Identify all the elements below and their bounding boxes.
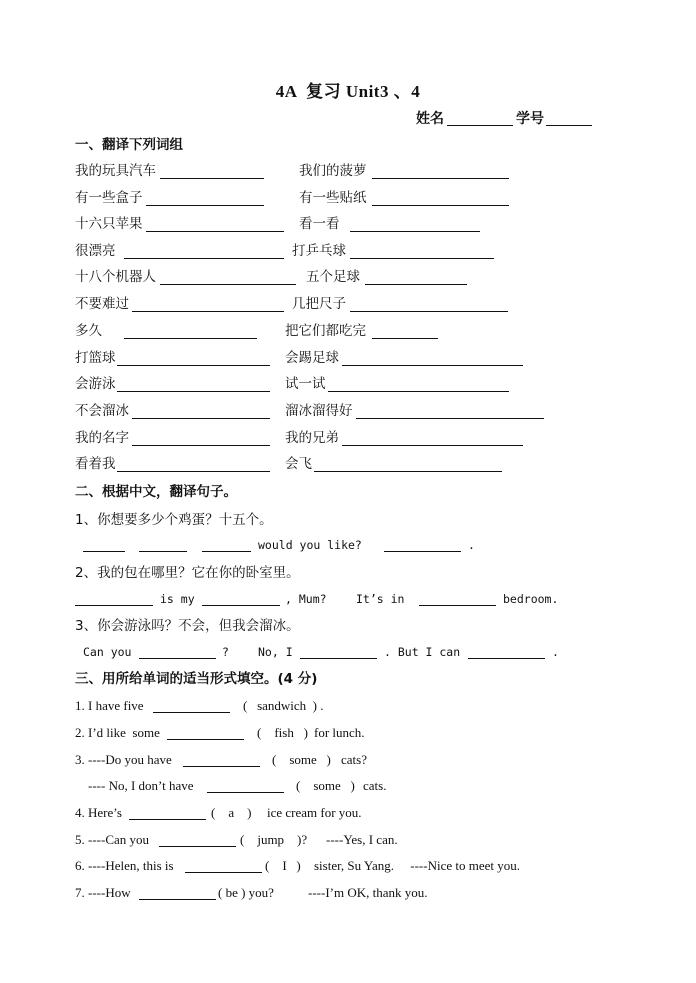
answer-blank[interactable]: [350, 258, 494, 259]
fill-item-post: for lunch.: [314, 725, 365, 740]
question-3-prompt: 3、你会游泳吗？不会，但我会溜冰。: [75, 618, 300, 634]
answer-blank[interactable]: [350, 311, 508, 312]
phrase-item: 会踢足球: [285, 350, 339, 366]
fill-item-pre: 6. ----Helen, this is: [75, 858, 174, 873]
answer-blank[interactable]: [183, 766, 260, 767]
answer-blank[interactable]: [117, 471, 270, 472]
fill-item-hint: ( fish ): [257, 725, 308, 740]
phrase-item: 有一些盒子: [75, 190, 143, 206]
phrase-item: 打篮球: [75, 350, 116, 366]
answer-blank[interactable]: [117, 391, 270, 392]
phrase-item: 溜冰溜得好: [285, 403, 353, 419]
fill-item-hint: ( a ): [211, 805, 252, 820]
fill-item-hint: ( sandwich ) .: [243, 698, 324, 713]
fill-item-post: ice cream for you.: [267, 805, 362, 820]
answer-blank[interactable]: [146, 231, 284, 232]
question-3-text-c: No, I: [258, 645, 293, 659]
question-2-text-c: It’s in: [356, 592, 405, 606]
phrase-item: 我的玩具汽车: [75, 163, 156, 179]
page-title: 4A 复习 Unit3 、4: [275, 82, 421, 101]
phrase-item: 几把尺子: [292, 296, 346, 312]
section2-heading: 二、根据中文，翻译句子。: [75, 484, 237, 500]
phrase-item: 我的名字: [75, 430, 129, 446]
fill-item-post: cats?: [341, 752, 367, 767]
question-1-prompt: 1、你想要多少个鸡蛋？十五个。: [75, 512, 273, 528]
question-2-text-a: is my: [160, 592, 195, 606]
fill-item-pre: 2. I’d like some: [75, 725, 160, 740]
answer-blank[interactable]: [146, 205, 264, 206]
question-3-text-a: Can you: [83, 645, 132, 659]
phrase-item: 会游泳: [75, 376, 116, 392]
answer-blank[interactable]: [117, 365, 270, 366]
question-2-prompt: 2、我的包在哪里？它在你的卧室里。: [75, 565, 300, 581]
fill-item-post: cats.: [363, 778, 387, 793]
answer-blank[interactable]: [83, 551, 125, 552]
fill-item-pre: 1. I have five: [75, 698, 144, 713]
phrase-item: 不要难过: [75, 296, 129, 312]
fill-item-hint: ( some ): [296, 778, 355, 793]
answer-blank[interactable]: [372, 338, 438, 339]
answer-blank[interactable]: [202, 605, 280, 606]
answer-blank[interactable]: [139, 658, 216, 659]
phrase-item: 看着我: [75, 456, 116, 472]
question-2-text-d: bedroom.: [503, 592, 559, 606]
answer-blank[interactable]: [167, 739, 244, 740]
fill-item-hint: ( be ) you?: [218, 885, 274, 900]
question-1-end: .: [468, 538, 475, 552]
phrase-item: 把它们都吃完: [285, 323, 366, 339]
section3-heading: 三、用所给单词的适当形式填空。(4 分): [75, 671, 318, 687]
answer-blank[interactable]: [139, 551, 187, 552]
answer-blank[interactable]: [328, 391, 509, 392]
question-3-text-e: .: [552, 645, 559, 659]
fill-item-hint: ( I ): [265, 858, 301, 873]
answer-blank[interactable]: [202, 551, 251, 552]
fill-item-pre: 4. Here’s: [75, 805, 122, 820]
student-id-label: 学号: [516, 111, 544, 127]
answer-blank[interactable]: [207, 792, 284, 793]
answer-blank[interactable]: [132, 311, 284, 312]
answer-blank[interactable]: [384, 551, 461, 552]
phrase-item: 十六只苹果: [75, 216, 143, 232]
phrase-item: 试一试: [285, 376, 326, 392]
answer-blank[interactable]: [468, 658, 545, 659]
answer-blank[interactable]: [356, 418, 544, 419]
answer-blank[interactable]: [419, 605, 496, 606]
phrase-item: 我的兄弟: [285, 430, 339, 446]
phrase-item: 有一些贴纸: [299, 190, 367, 206]
question-2-text-b: , Mum?: [285, 592, 327, 606]
answer-blank[interactable]: [139, 899, 216, 900]
phrase-item: 看一看: [299, 216, 340, 232]
fill-item-post: ----Yes, I can.: [326, 832, 398, 847]
fill-item-pre: ---- No, I don’t have: [75, 778, 194, 793]
answer-blank[interactable]: [314, 471, 502, 472]
question-1-text: would you like?: [258, 538, 362, 552]
fill-item-pre: 3. ----Do you have: [75, 752, 172, 767]
answer-blank[interactable]: [342, 445, 523, 446]
answer-blank[interactable]: [365, 284, 467, 285]
answer-blank[interactable]: [372, 205, 509, 206]
fill-item-post: ----I’m OK, thank you.: [308, 885, 428, 900]
answer-blank[interactable]: [372, 178, 509, 179]
answer-blank[interactable]: [124, 258, 284, 259]
phrase-item: 很漂亮: [75, 243, 116, 259]
phrase-item: 我们的菠萝: [299, 163, 367, 179]
student-id-blank[interactable]: [546, 125, 592, 126]
answer-blank[interactable]: [153, 712, 230, 713]
answer-blank[interactable]: [342, 365, 523, 366]
phrase-item: 打乒乓球: [292, 243, 346, 259]
fill-item-pre: 7. ----How: [75, 885, 131, 900]
question-3-text-d: . But I can: [384, 645, 461, 659]
answer-blank[interactable]: [185, 872, 262, 873]
answer-blank[interactable]: [75, 605, 153, 606]
fill-item-hint: ( some ): [272, 752, 331, 767]
answer-blank[interactable]: [132, 418, 270, 419]
phrase-item: 五个足球: [306, 269, 360, 285]
phrase-item: 会飞: [285, 456, 312, 472]
answer-blank[interactable]: [350, 231, 480, 232]
answer-blank[interactable]: [160, 178, 264, 179]
answer-blank[interactable]: [124, 338, 257, 339]
answer-blank[interactable]: [129, 819, 206, 820]
fill-item-post: sister, Su Yang. ----Nice to meet you.: [314, 858, 521, 873]
phrase-item: 多久: [75, 323, 102, 339]
answer-blank[interactable]: [159, 846, 236, 847]
answer-blank[interactable]: [300, 658, 377, 659]
name-blank[interactable]: [447, 125, 513, 126]
question-3-text-b: ?: [222, 645, 229, 659]
fill-item-pre: 5. ----Can you: [75, 832, 150, 847]
answer-blank[interactable]: [160, 284, 296, 285]
answer-blank[interactable]: [132, 445, 270, 446]
phrase-item: 十八个机器人: [75, 269, 156, 285]
section1-heading: 一、翻译下列词组: [75, 137, 183, 153]
phrase-item: 不会溜冰: [75, 403, 129, 419]
name-label: 姓名: [416, 111, 444, 127]
fill-item-hint: ( jump )?: [240, 832, 308, 847]
